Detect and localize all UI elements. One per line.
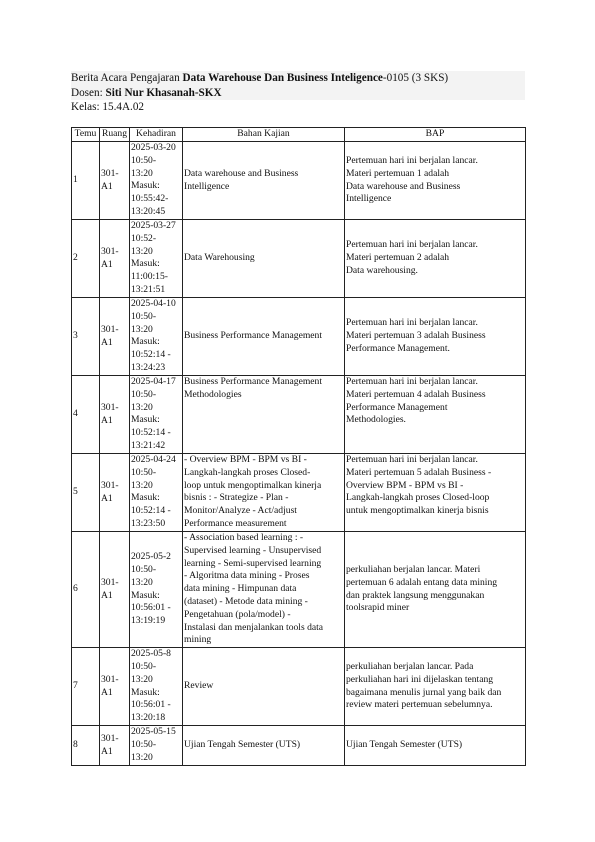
table-row [72, 726, 526, 766]
cell-temu: 8 [72, 726, 100, 766]
cell-bahan-kajian: - Overview BPM - BPM vs BI - Langkah-langkah proses Closed- loop untuk mengoptimalkan kinerja bisnis : - Strategize - Plan - Monitor/Analyze - Act/adjust Performance measurement [183, 454, 345, 532]
lecturer-name: Siti Nur Khasanah-SKX [105, 86, 222, 99]
table-row [72, 532, 526, 648]
cell-bahan-kajian: - Association based learning : - Supervised learning - Unsupervised learning - Semi-supervised learning - Algoritma data mining - Proses data mining - Himpunan data (dataset) - Metode data mining - Pengetahuan (pola/model) - Instalasi dan menjalankan tools data mining [183, 532, 345, 648]
cell-temu: 4 [72, 376, 100, 454]
cell-kehadiran: 2025-04-24 10:50- 13:20 Masuk: 10:52:14 - 13:23:50 [130, 454, 183, 532]
lecturer-line [71, 86, 525, 101]
header-ruang: Ruang [100, 128, 130, 142]
cell-ruang: 301- A1 [100, 532, 130, 648]
table-header-row [72, 128, 526, 142]
header-bap: BAP [345, 128, 526, 142]
cell-kehadiran: 2025-04-10 10:50- 13:20 Masuk: 10:52:14 - 13:24:23 [130, 298, 183, 376]
document-header [71, 71, 525, 115]
course-prefix: Berita Acara Pengajaran [71, 72, 183, 84]
table-row [72, 298, 526, 376]
cell-ruang: 301- A1 [100, 376, 130, 454]
cell-bap: Pertemuan hari ini berjalan lancar. Materi pertemuan 2 adalah Data warehousing. [345, 220, 526, 298]
table-row [72, 376, 526, 454]
cell-kehadiran: 2025-03-27 10:52- 13:20 Masuk: 11:00:15- 13:21:51 [130, 220, 183, 298]
cell-ruang: 301- A1 [100, 648, 130, 726]
table-row [72, 648, 526, 726]
cell-kehadiran: 2025-05-8 10:50- 13:20 Masuk: 10:56:01 - 13:20:18 [130, 648, 183, 726]
cell-bap: perkuliahan berjalan lancar. Pada perkuliahan hari ini dijelaskan tentang bagaimana menulis jurnal yang baik dan review materi pertemuan sebelumnya. [345, 648, 526, 726]
cell-bahan-kajian: Ujian Tengah Semester (UTS) [183, 726, 345, 766]
table-row [72, 220, 526, 298]
cell-bahan-kajian: Business Performance Management Methodologies [183, 376, 345, 454]
cell-temu: 1 [72, 142, 100, 220]
class-line: Kelas: 15.4A.02 [71, 101, 145, 113]
cell-kehadiran: 2025-05-2 10:50- 13:20 Masuk: 10:56:01 - 13:19:19 [130, 532, 183, 648]
table-row [72, 142, 526, 220]
cell-temu: 7 [72, 648, 100, 726]
cell-ruang: 301- A1 [100, 220, 130, 298]
header-bahan-kajian: Bahan Kajian [183, 128, 345, 142]
cell-bap: Pertemuan hari ini berjalan lancar. Materi pertemuan 3 adalah Business Performance Management. [345, 298, 526, 376]
cell-bahan-kajian: Review [183, 648, 345, 726]
attendance-table [71, 127, 526, 766]
cell-bahan-kajian: Data warehouse and Business Intelligence [183, 142, 345, 220]
cell-bap: Pertemuan hari ini berjalan lancar. Materi pertemuan 5 adalah Business - Overview BPM - BPM vs BI - Langkah-langkah proses Closed-loop untuk mengoptimalkan kinerja bisnis [345, 454, 526, 532]
cell-ruang: 301- A1 [100, 142, 130, 220]
cell-bahan-kajian: Data Warehousing [183, 220, 345, 298]
cell-bap: Pertemuan hari ini berjalan lancar. Materi pertemuan 4 adalah Business Performance Management Methodologies. [345, 376, 526, 454]
cell-bap: Pertemuan hari ini berjalan lancar. Materi pertemuan 1 adalah Data warehouse and Business Intelligence [345, 142, 526, 220]
cell-ruang: 301- A1 [100, 726, 130, 766]
lecturer-prefix: Dosen: [71, 86, 106, 99]
cell-ruang: 301- A1 [100, 298, 130, 376]
cell-kehadiran: 2025-03-20 10:50- 13:20 Masuk: 10:55:42- 13:20:45 [130, 142, 183, 220]
course-code: -0105 (3 SKS) [382, 72, 449, 84]
course-title: Data Warehouse Dan Business Inteligence [182, 72, 383, 84]
cell-bap: Ujian Tengah Semester (UTS) [345, 726, 526, 766]
course-line [71, 71, 525, 86]
cell-ruang: 301- A1 [100, 454, 130, 532]
cell-bahan-kajian: Business Performance Management [183, 298, 345, 376]
cell-temu: 6 [72, 532, 100, 648]
header-kehadiran: Kehadiran [130, 128, 183, 142]
cell-bap: perkuliahan berjalan lancar. Materi pertemuan 6 adalah entang data mining dan praktek langsung menggunakan toolsrapid miner [345, 532, 526, 648]
cell-temu: 2 [72, 220, 100, 298]
cell-kehadiran: 2025-05-15 10:50- 13:20 [130, 726, 183, 766]
cell-temu: 5 [72, 454, 100, 532]
cell-kehadiran: 2025-04-17 10:50- 13:20 Masuk: 10:52:14 - 13:21:42 [130, 376, 183, 454]
cell-temu: 3 [72, 298, 100, 376]
table-row [72, 454, 526, 532]
header-temu: Temu [72, 128, 100, 142]
